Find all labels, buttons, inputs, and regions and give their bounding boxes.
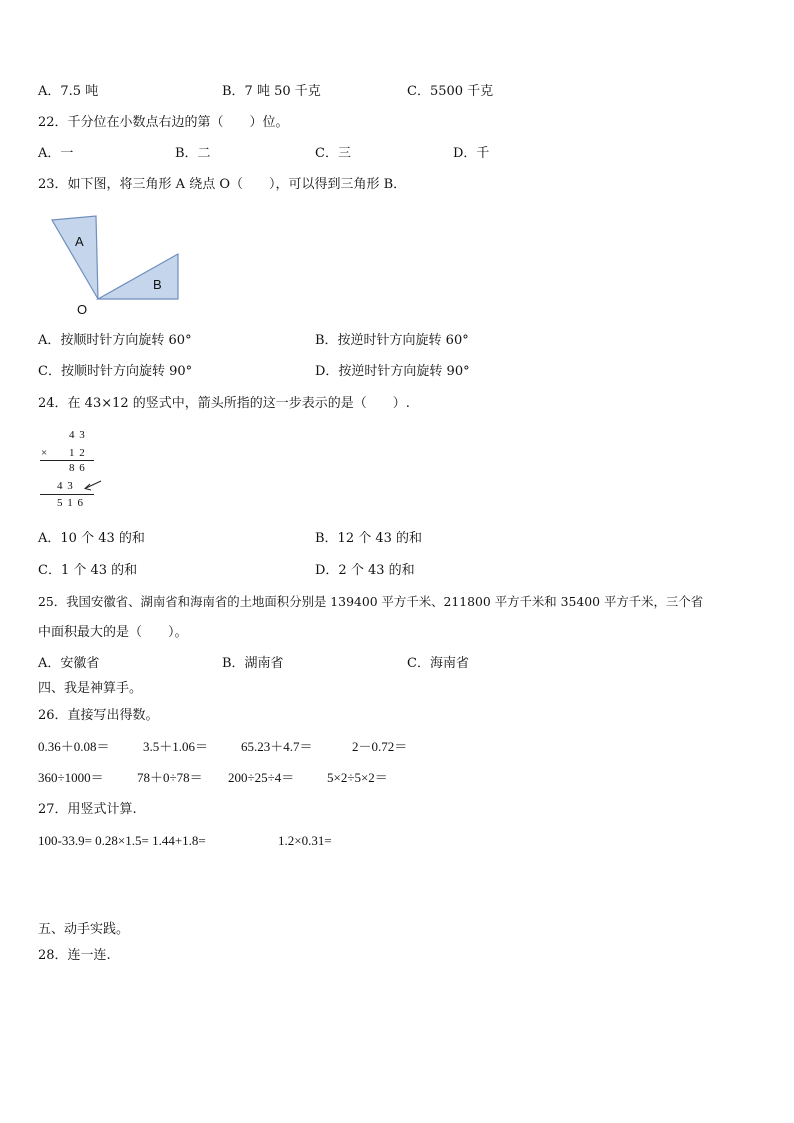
vertical-row-4: 4 3 [57,480,74,492]
q28-stem: 28．连一连. [38,948,111,963]
q26-r1-item-4: 2－0.72＝ [352,739,408,754]
q25-option-c: C．海南省 [407,656,469,671]
triangle-a-label: A [75,234,84,249]
q27-item-4: 1.2×0.31= [278,833,332,848]
q26-r1-item-3: 65.23＋4.7＝ [241,739,313,754]
triangle-a [52,216,98,299]
q25-option-a: A．安徽省 [38,656,100,671]
q22-option-c: C．三 [315,146,351,161]
point-o-label: O [77,302,88,317]
q27-items: 100-33.9= 0.28×1.5= 1.44+1.8= [38,833,206,848]
q26-stem: 26．直接写出得数。 [38,708,159,723]
q25-stem-line-2: 中面积最大的是（ ）。 [38,625,188,640]
q26-r2-item-1: 360÷1000＝ [38,770,104,785]
triangle-b-label: B [153,277,162,292]
q26-r2-item-2: 78＋0÷78＝ [137,770,203,785]
q22-stem: 22．千分位在小数点右边的第（ ）位。 [38,115,289,130]
vertical-row-1: 4 3 [69,429,86,441]
q24-stem: 24．在 43×12 的竖式中，箭头所指的这一步表示的是（ ）. [38,396,410,411]
vertical-row-2: 1 2 [69,447,86,459]
q26-r2-item-4: 5×2÷5×2＝ [327,770,388,785]
q22-option-b: B．二 [175,146,211,161]
q23-option-d: D．按逆时针方向旋转 90° [315,364,470,379]
vertical-times-sign: × [41,447,48,459]
q24-option-d: D．2 个 43 的和 [315,563,415,578]
q25-stem-line-1: 25．我国安徽省、湖南省和海南省的土地面积分别是 139400 平方千米、211800 平方千米和 35400 平方千米，三个省 [38,594,704,609]
vertical-rule-1 [40,460,94,461]
q21-option-c: C．5500 千克 [407,84,494,99]
q22-option-d: D．千 [453,146,490,161]
q25-option-b: B．湖南省 [222,656,284,671]
q24-option-b: B．12 个 43 的和 [315,531,423,546]
q22-option-a: A．一 [38,146,74,161]
triangle-b [98,254,178,299]
rotation-figure [50,212,185,307]
section-4-heading: 四、我是神算手。 [38,681,143,696]
q27-stem: 27．用竖式计算. [38,802,137,817]
vertical-row-3: 8 6 [69,462,86,474]
q23-option-a: A．按顺时针方向旋转 60° [38,333,192,348]
q21-option-b: B．7 吨 50 千克 [222,84,321,99]
q26-r1-item-1: 0.36＋0.08＝ [38,739,110,754]
q24-option-a: A．10 个 43 的和 [38,531,145,546]
q26-r2-item-3: 200÷25÷4＝ [228,770,295,785]
q24-option-c: C．1 个 43 的和 [38,563,138,578]
arrow-icon [82,479,104,493]
section-5-heading: 五、动手实践。 [38,922,130,937]
q26-r1-item-2: 3.5＋1.06＝ [143,739,209,754]
vertical-rule-2 [40,494,94,495]
q21-option-a: A．7.5 吨 [38,84,99,99]
vertical-row-5: 5 1 6 [57,497,84,509]
q23-option-c: C．按顺时针方向旋转 90° [38,364,193,379]
q23-option-b: B．按逆时针方向旋转 60° [315,333,469,348]
q23-stem: 23．如下图，将三角形 A 绕点 O（ ），可以得到三角形 B． [38,177,407,192]
